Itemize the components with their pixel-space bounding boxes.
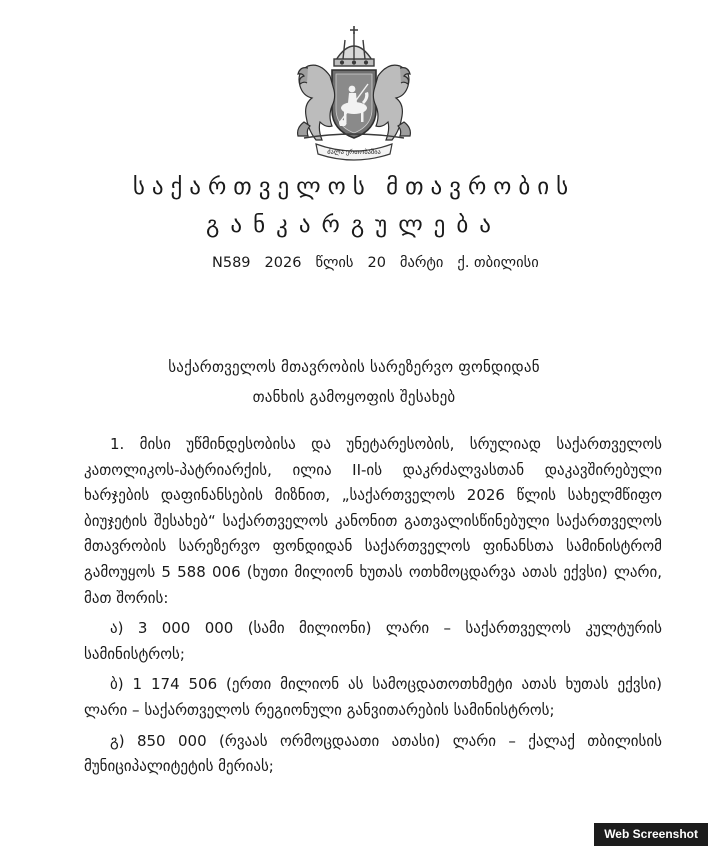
subject-line-2: თანხის გამოყოფის შესახებ bbox=[252, 388, 456, 406]
decree-number: N589 bbox=[212, 255, 251, 271]
emblem-motto: ძალა ერთობაშია bbox=[327, 148, 381, 156]
decree-year: 2026 bbox=[264, 255, 302, 271]
paragraph-1: 1. მისი უწმინდესობისა და უნეტარესობის, სრულიად საქართველოს კათოლიკოს-პატრიარქის, ილია II-ის დაკრძალვასთან დაკავშირებული ხარჯების დაფინანსების მიზნით, „საქართველოს 2026 წლის სახელმწიფო ბიუჯეტის შესახებ“ საქართველოს კანონით გათვალისწინებული საქართველოს მთავრობის სარეზერვო ფონდიდან საქართველოს ფინანსთა სამინისტრომ გამოუყოს 5 588 006 (ხუთი მილიონ ხუთას ოთხმოცდარვა ათას ექვსი) ლარი, მათ შორის: bbox=[84, 435, 662, 607]
subject-line-1: საქართველოს მთავრობის სარეზერვო ფონდიდან bbox=[168, 358, 540, 376]
list-item-a: ა) 3 000 000 (სამი მილიონი) ლარი – საქართველოს კულტურის სამინისტროს; bbox=[84, 619, 662, 663]
coat-of-arms-icon bbox=[286, 26, 422, 166]
decree-meta-line bbox=[212, 255, 553, 271]
decree-month: მარტი bbox=[399, 255, 444, 271]
list-item-c: გ) 850 000 (რვაას ორმოცდაათი ათასი) ლარი – ქალაქ თბილისის მუნიციპალიტეტის მერიას; bbox=[84, 731, 662, 776]
decree-body bbox=[84, 432, 662, 780]
list-item-b: ბ) 1 174 506 (ერთი მილიონ ას სამოცდათოთხმეტი ათას ხუთას ექვსი) ლარი – საქართველოს რეგიონული განვითარების სამინისტროს; bbox=[84, 675, 662, 719]
watermark-label: Web Screenshot bbox=[594, 823, 708, 846]
government-title: საქართველოს მთავრობის bbox=[132, 174, 576, 200]
decree-city: ქ. თბილისი bbox=[457, 255, 539, 271]
decree-title: განკარგულება bbox=[206, 212, 502, 238]
decree-day: 20 bbox=[367, 255, 386, 271]
year-word: წლის bbox=[315, 255, 354, 271]
